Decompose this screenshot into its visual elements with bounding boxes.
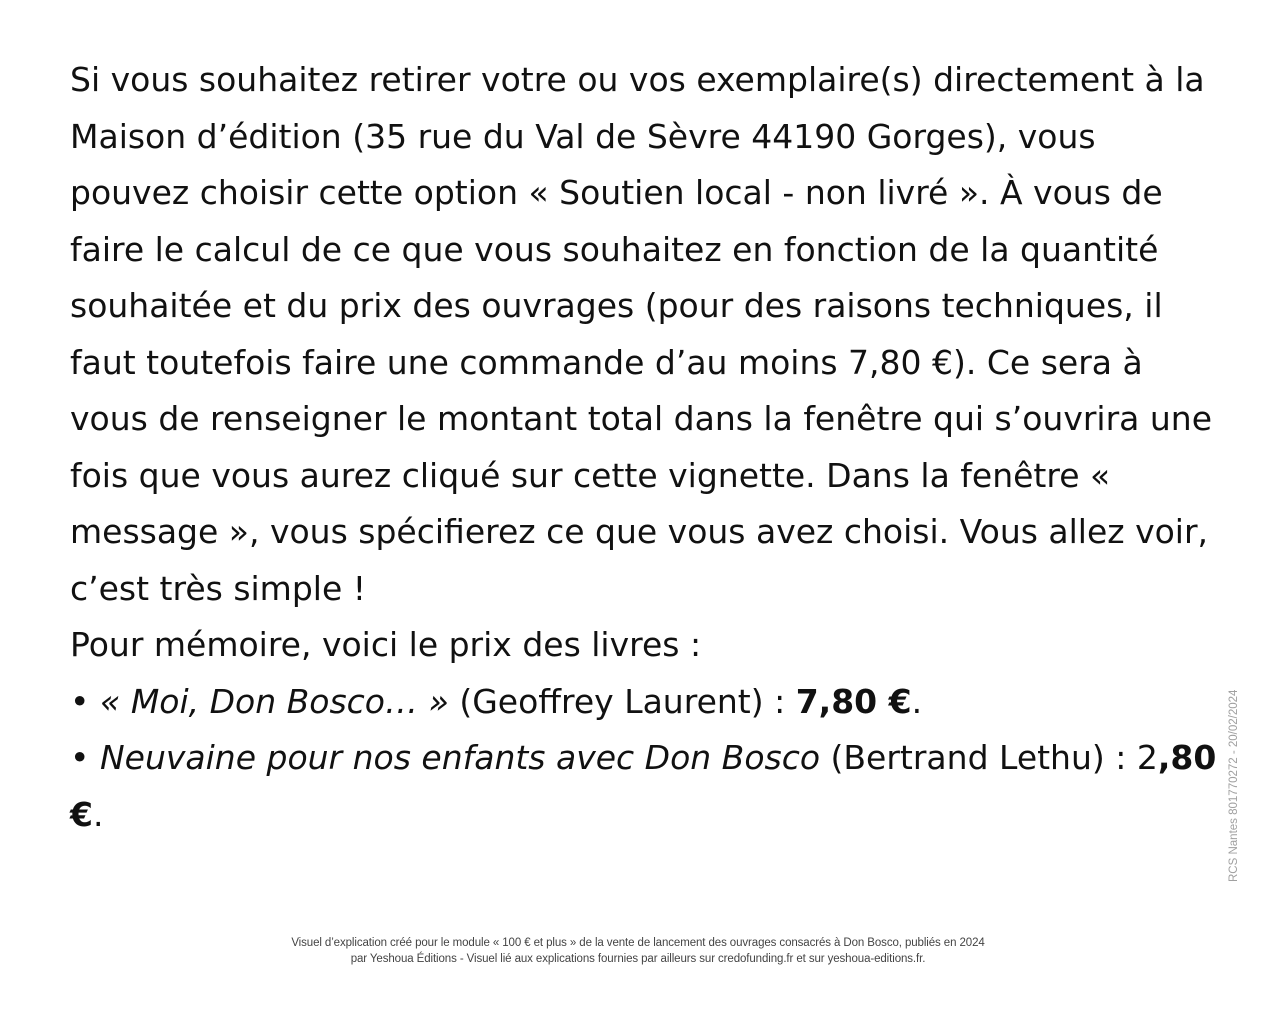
prices-intro: Pour mémoire, voici le prix des livres : — [70, 625, 702, 664]
footer-line-1: Visuel d’explication créé pour le module « 100 € et plus » de la vente de lancement des ouvrages consacrés à Don Bosco, publiés en 2024 — [291, 937, 985, 949]
book-price-prefix: 2 — [1136, 738, 1158, 777]
bullet-icon: • — [70, 738, 90, 777]
book-price: ,80 € — [70, 738, 1217, 834]
book-end: . — [911, 681, 923, 721]
footer — [0, 935, 1276, 967]
book-end: . — [92, 794, 104, 834]
book-title: Neuvaine pour nos enfants avec Don Bosco — [99, 738, 821, 777]
book-title: « Moi, Don Bosco… » — [99, 681, 449, 721]
explanation-paragraph: Si vous souhaitez retirer votre ou vos exemplaire(s) directement à la Maison d’édition (35 rue du Val de Sèvre 44190 Gorges), vous pouvez choisir cette option « Soutien local - non livré ». À vous de faire le calcul de ce que vous souhaitez en fonction de la quantité souhaitée et du prix des ouvrages (pour des raisons techniques, il faut toutefois faire une commande d’au moins 7,80 €). Ce sera à vous de renseigner le montant total dans la fenêtre qui s’ouvrira une fois que vous aurez cliqué sur cette vignette. Dans la fenêtre « message », vous spécifierez ce que vous avez choisi. Vous allez voir, c’est très simple ! — [70, 60, 1213, 608]
book-item-2 — [70, 730, 1220, 843]
book-price: 7,80 € — [795, 681, 912, 721]
footer-line-2: par Yeshoua Éditions - Visuel lié aux explications fournies par ailleurs sur credofunding.fr et sur yeshoua-editions.fr. — [350, 953, 926, 965]
book-author: (Bertrand Lethu) : — [830, 738, 1127, 777]
book-item-1 — [70, 674, 1220, 731]
rcs-side-note: RCS Nantes 801770272 - 20/02/2024 — [1228, 689, 1240, 882]
book-author: (Geoffrey Laurent) : — [459, 681, 786, 721]
main-text — [70, 52, 1220, 843]
bullet-icon: • — [70, 681, 90, 721]
